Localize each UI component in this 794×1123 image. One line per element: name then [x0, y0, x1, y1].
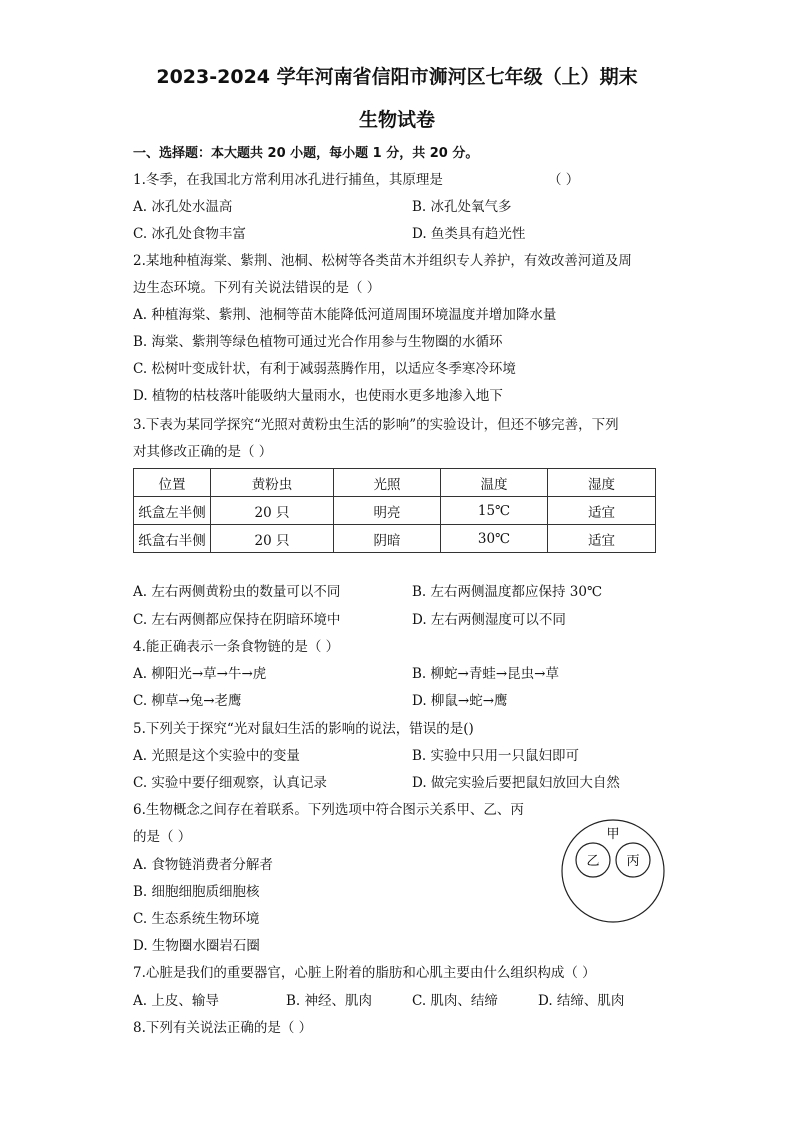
table-header-cell: 湿度 [548, 469, 656, 497]
table-cell: 阴暗 [334, 525, 441, 553]
table-header-cell: 温度 [441, 469, 548, 497]
table-cell: 纸盒左半侧 [134, 497, 211, 525]
exam-title-line-2: 生物试卷 [358, 109, 435, 131]
q7-option-b: B. 神经、肌肉 [286, 993, 373, 1009]
exam-title-line-1: 2023-2024 学年河南省信阳市浉河区七年级（上）期末 [156, 66, 638, 88]
q7-option-a: A. 上皮、输导 [133, 993, 219, 1009]
q6-option-c: C. 生态系统生物环境 [133, 911, 260, 927]
q4-stem: 4.能正确表示一条食物链的是（ ） [133, 639, 340, 655]
q2-stem-line-2: 边生态环境。下列有关说法错误的是（ ） [133, 280, 381, 296]
diagram-label-right: 丙 [626, 854, 640, 869]
q3-option-b: B. 左右两侧温度都应保持 30℃ [412, 584, 603, 600]
q5-stem: 5.下列关于探究“光对鼠妇生活的影响的说法，错误的是() [133, 721, 474, 737]
q4-option-c: C. 柳草→兔→老鹰 [133, 693, 242, 709]
section-heading: 一、选择题：本大题共 20 小题，每小题 1 分，共 20 分。 [133, 146, 479, 161]
table-row [134, 525, 656, 553]
table-cell: 20 只 [211, 525, 334, 553]
table-cell: 纸盒右半侧 [134, 525, 211, 553]
table-header-row [134, 469, 656, 497]
q5-option-a: A. 光照是这个实验中的变量 [133, 748, 300, 764]
q3-stem-line-1: 3.下表为某同学探究“光照对黄粉虫生活的影响”的实验设计，但还不够完善，下列 [133, 417, 619, 433]
experiment-table [133, 468, 656, 553]
q3-option-c: C. 左右两侧都应保持在阴暗环境中 [133, 612, 341, 628]
q6-stem-line-1: 6.生物概念之间存在着联系。下列选项中符合图示关系甲、乙、丙 [133, 802, 524, 818]
q1-stem: 1.冬季，在我国北方常利用冰孔进行捕鱼，其原理是 [133, 172, 443, 188]
q1-option-d: D. 鱼类具有趋光性 [412, 226, 526, 242]
q7-option-c: C. 肌肉、结缔 [412, 993, 498, 1009]
table-header-cell: 光照 [334, 469, 441, 497]
q6-option-b: B. 细胞细胞质细胞核 [133, 884, 260, 900]
table-cell: 适宜 [548, 497, 656, 525]
q6-stem-line-2: 的是（ ） [133, 829, 192, 845]
table-row [134, 497, 656, 525]
q7-stem: 7.心脏是我们的重要器官，心脏上附着的脂肪和心肌主要由什么组织构成（ ） [133, 965, 596, 981]
q8-stem: 8.下列有关说法正确的是（ ） [133, 1020, 313, 1036]
table-cell: 适宜 [548, 525, 656, 553]
table-cell: 20 只 [211, 497, 334, 525]
q2-option-c: C. 松树叶变成针状，有利于减弱蒸腾作用，以适应冬季寒冷环境 [133, 361, 516, 377]
table-cell: 30℃ [441, 525, 548, 553]
q4-option-d: D. 柳鼠→蛇→鹰 [412, 693, 508, 709]
q2-option-a: A. 种植海棠、紫荆、池桐等苗木能降低河道周围环境温度并增加降水量 [133, 307, 557, 323]
diagram-label-outer: 甲 [606, 827, 620, 842]
q1-option-b: B. 冰孔处氧气多 [412, 199, 512, 215]
q5-option-b: B. 实验中只用一只鼠妇即可 [412, 748, 580, 764]
q5-option-c: C. 实验中要仔细观察，认真记录 [133, 775, 327, 791]
q1-option-c: C. 冰孔处食物丰富 [133, 226, 246, 242]
table-cell: 明亮 [334, 497, 441, 525]
q2-stem-line-1: 2.某地种植海棠、紫荆、池桐、松树等各类苗木并组织专人养护，有效改善河道及周 [133, 253, 632, 269]
q3-option-a: A. 左右两侧黄粉虫的数量可以不同 [133, 584, 341, 600]
q5-option-d: D. 做完实验后要把鼠妇放回大自然 [412, 775, 620, 791]
q6-option-a: A. 食物链消费者分解者 [133, 857, 273, 873]
q4-option-b: B. 柳蛇→青蛙→昆虫→草 [412, 666, 559, 682]
q1-answer-bracket: （ ） [548, 172, 580, 188]
diagram-label-left: 乙 [586, 854, 600, 869]
q2-option-b: B. 海棠、紫荆等绿色植物可通过光合作用参与生物圈的水循环 [133, 334, 503, 350]
q4-option-a: A. 柳阳光→草→牛→虎 [133, 666, 267, 682]
q7-option-d: D. 结缔、肌肉 [538, 993, 625, 1009]
table-header-cell: 黄粉虫 [211, 469, 334, 497]
q3-stem-line-2: 对其修改正确的是（ ） [133, 444, 273, 460]
q2-option-d: D. 植物的枯枝落叶能吸纳大量雨水，也使雨水更多地渗入地下 [133, 388, 503, 404]
q1-option-a: A. 冰孔处水温高 [133, 199, 233, 215]
q6-option-d: D. 生物圈水圈岩石圈 [133, 938, 260, 954]
table-header-cell: 位置 [134, 469, 211, 497]
table-cell: 15℃ [441, 497, 548, 525]
concept-diagram [560, 818, 666, 924]
q3-option-d: D. 左右两侧湿度可以不同 [412, 612, 566, 628]
